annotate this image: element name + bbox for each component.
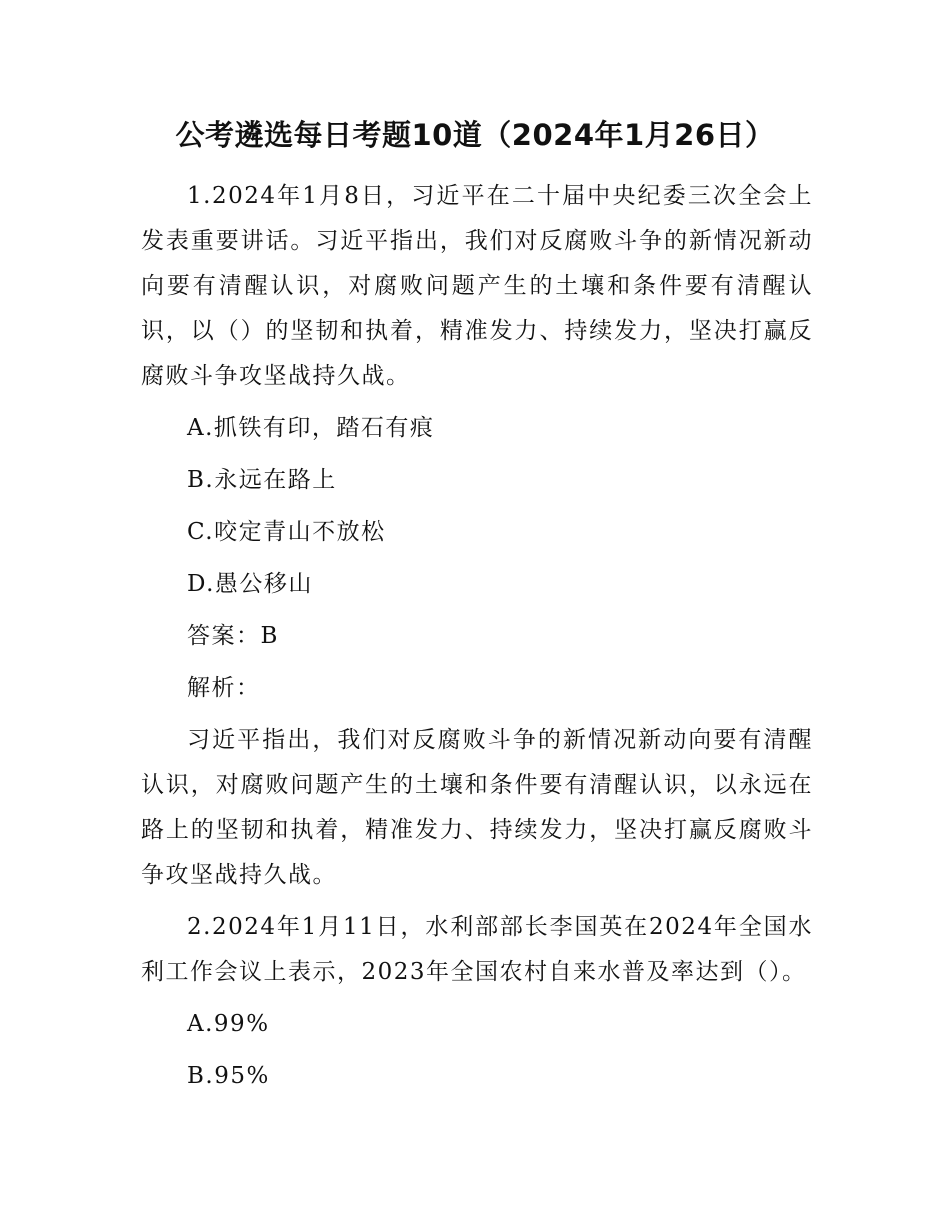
- question-1-answer: 答案：B: [187, 623, 279, 649]
- question-2-stem: 2.2024年1月11日，水利部部长李国英在2024年全国水利工作会议上表示，2023年全国农村自来水普及率达到（）。: [141, 914, 813, 985]
- question-1-option-d: D.愚公移山: [187, 571, 313, 597]
- question-1-stem: 1.2024年1月8日，习近平在二十届中央纪委三次全会上发表重要讲话。习近平指出，我们对反腐败斗争的新情况新动向要有清醒认识，对腐败问题产生的土壤和条件要有清醒认识，以（）的坚韧和执着，精准发力、持续发力，坚决打赢反腐败斗争攻坚战持久战。: [141, 183, 813, 389]
- document-body: [141, 174, 813, 1106]
- question-1-option-a: A.抓铁有印，踏石有痕: [187, 415, 435, 441]
- question-1-option-c: C.咬定青山不放松: [187, 519, 386, 545]
- question-1-analysis-label: 解析：: [187, 675, 261, 701]
- question-2-option-b: B.95%: [187, 1063, 270, 1089]
- question-2-option-a: A.99%: [187, 1011, 270, 1037]
- question-1-option-b: B.永远在路上: [187, 467, 337, 493]
- question-1-analysis: 习近平指出，我们对反腐败斗争的新情况新动向要有清醒认识，对腐败问题产生的土壤和条件要有清醒认识，以永远在路上的坚韧和执着，精准发力、持续发力，坚决打赢反腐败斗争攻坚战持久战。: [141, 727, 813, 888]
- document-title: 公考遴选每日考题10道（2024年1月26日）: [175, 118, 775, 152]
